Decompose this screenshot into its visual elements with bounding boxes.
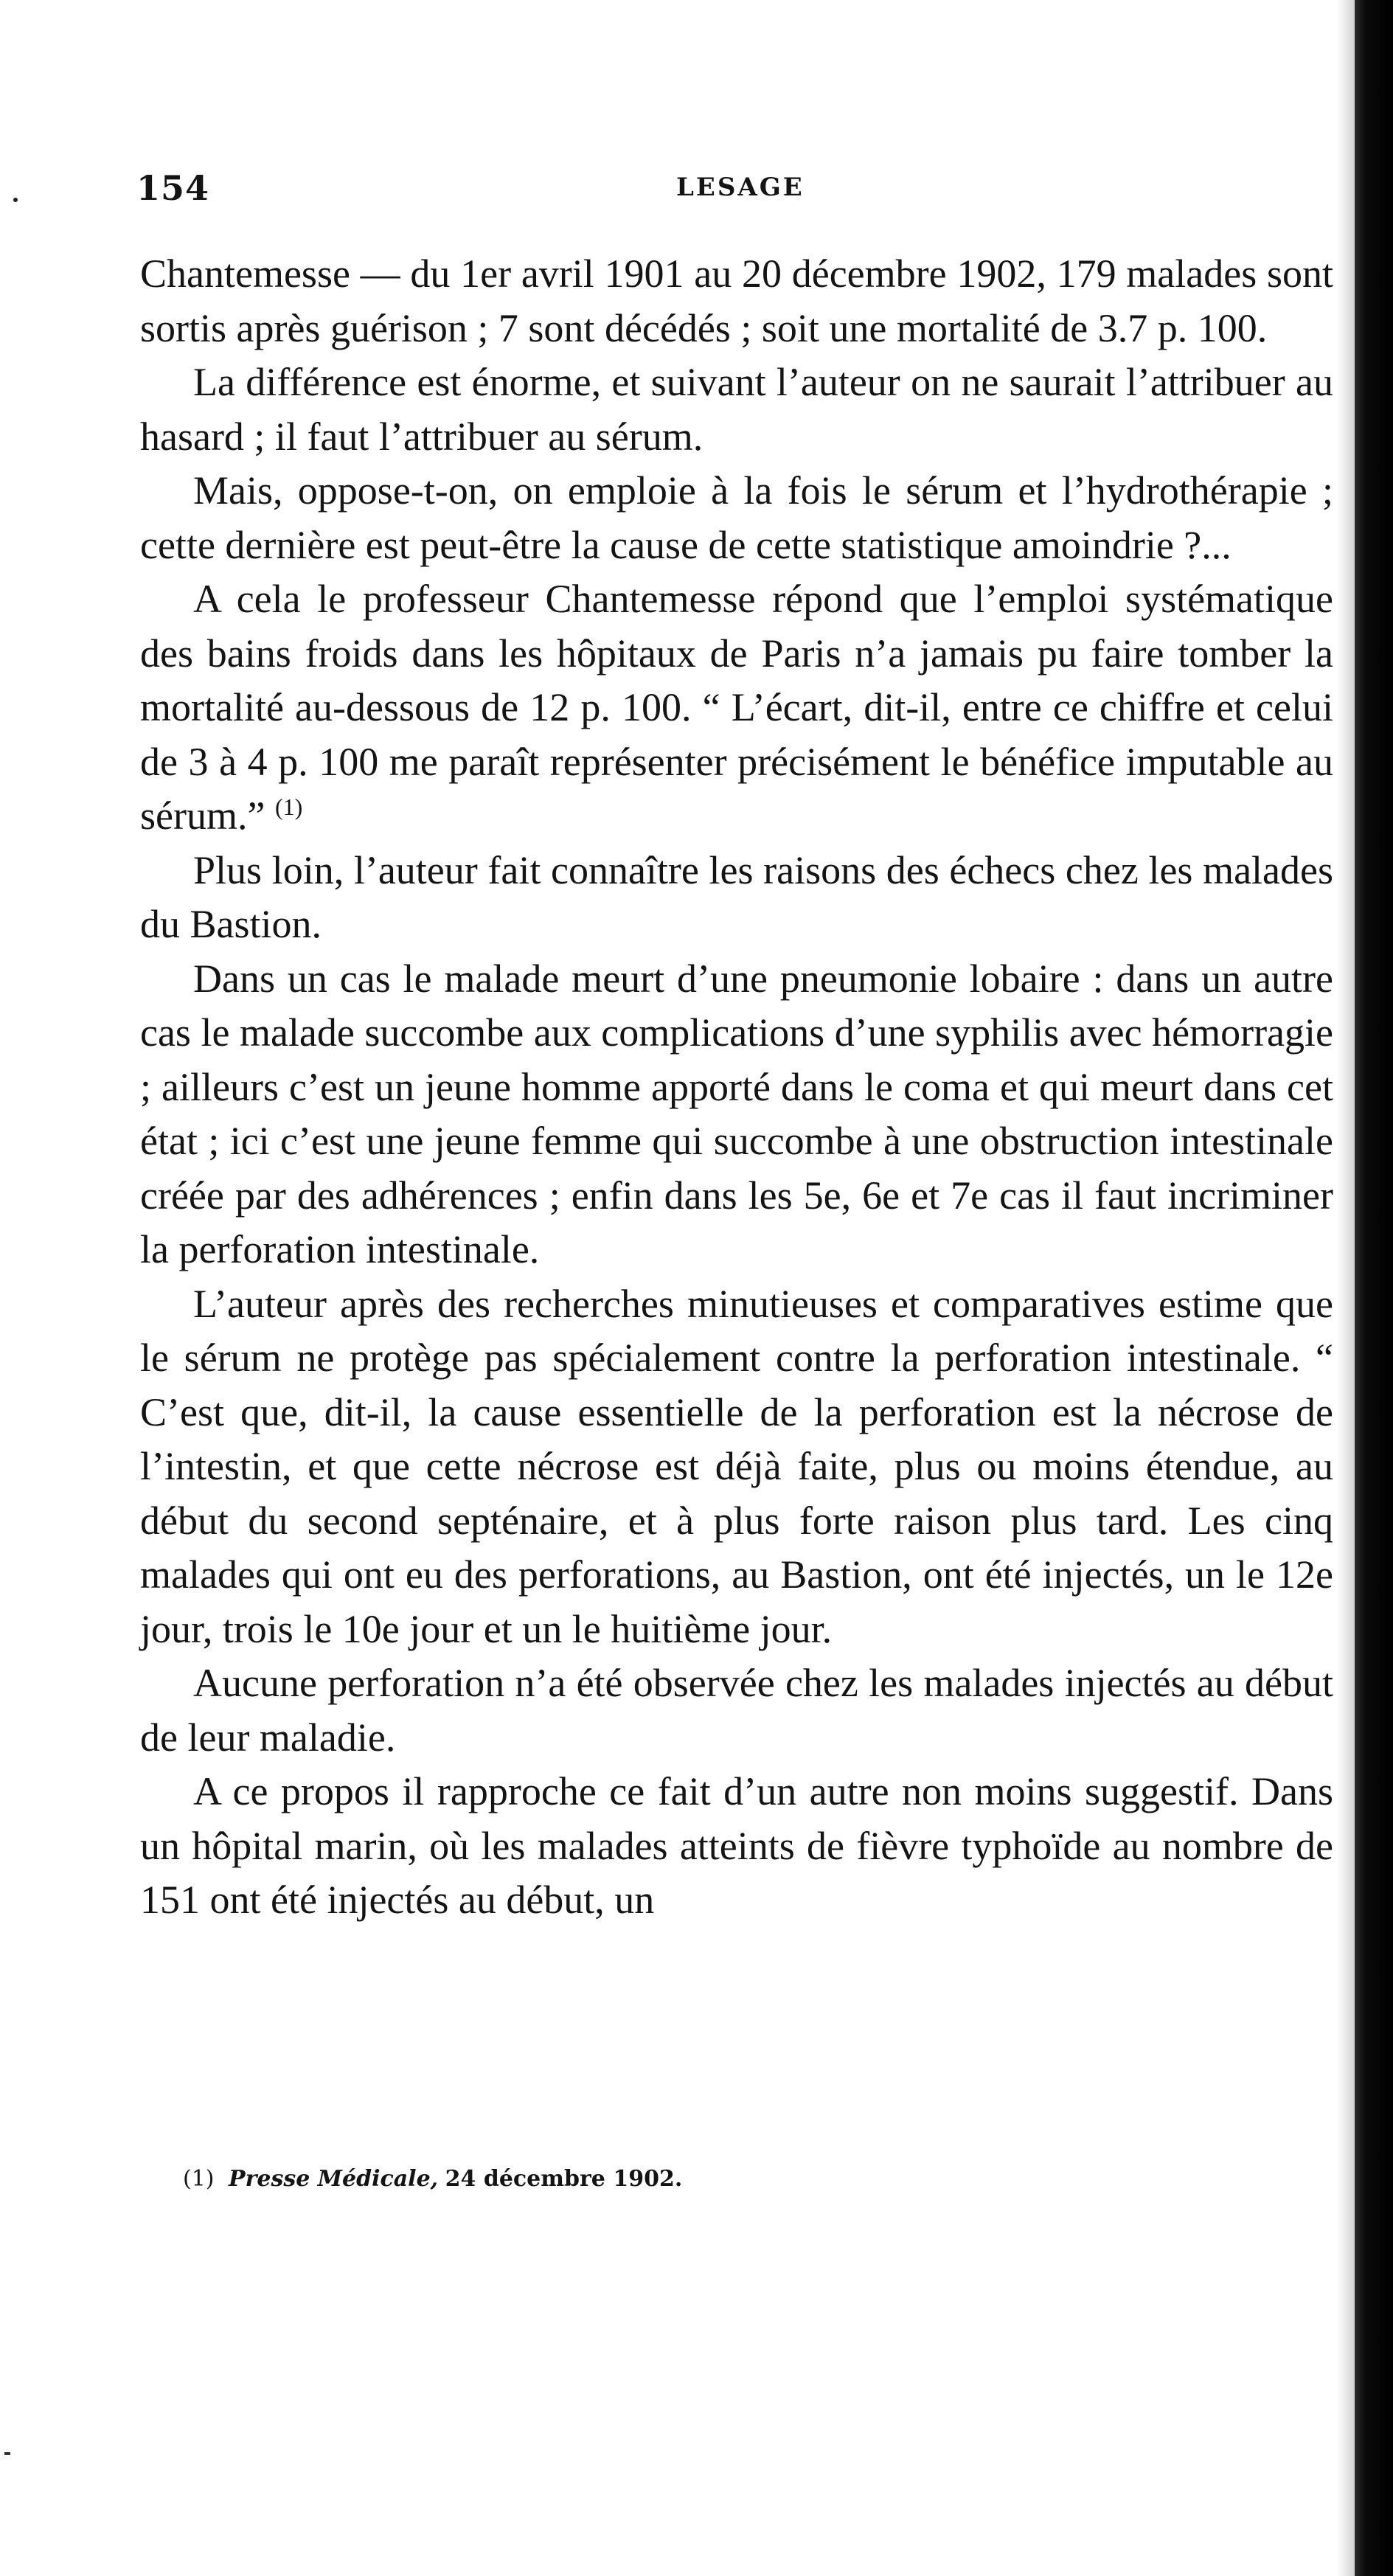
footnote-source: Presse Médicale, xyxy=(229,2166,439,2192)
paragraph-text: Mais, oppose-t-on, on emploie à la fois le sérum et l’hydrothérapie ; cette dernière est peut-être la cause de cette statistique amoindrie ?... xyxy=(140,468,1333,567)
paragraph xyxy=(140,1765,1333,1928)
paragraph-text: Plus loin, l’auteur fait connaître les raisons des échecs chez les malades du Bastion. xyxy=(140,847,1333,946)
paragraph-text: Chantemesse — du 1er avril 1901 au 20 décembre 1902, 179 malades sont sortis après guérison ; 7 sont décédés ; soit une mortalité de 3.7 p. 100. xyxy=(140,251,1333,350)
scan-speck xyxy=(4,2452,10,2455)
footnote xyxy=(183,2164,1289,2194)
paragraph xyxy=(140,355,1333,464)
footnote-date: 24 décembre 1902. xyxy=(445,2166,683,2192)
paragraph xyxy=(140,1656,1333,1765)
paragraph-text: Aucune perforation n’a été observée chez les malades injectés au début de leur maladie. xyxy=(140,1661,1333,1760)
binding-shadow xyxy=(1337,0,1355,2576)
page-number: 154 xyxy=(136,168,210,208)
footnote-marker: (1) xyxy=(183,2166,215,2192)
footnote-reference: (1) xyxy=(274,794,303,820)
paragraph-text: L’auteur après des recherches minutieuses et comparatives estime que le sérum ne protège pas spécialement contre la perforation intestinale. “ C’est que, dit-il, la cause essentielle de la perforation est la nécrose de l’intestin, et que cette nécrose est déjà faite, plus ou moins étendue, au début du second septénaire, et à plus forte raison plus tard. Les cinq malades qui ont eu des perforations, au Bastion, ont été injectés, un le 12e jour, trois le 10e jour et un le huitième jour. xyxy=(140,1281,1333,1651)
page-header xyxy=(136,168,1331,212)
paragraph xyxy=(140,247,1333,355)
paragraph xyxy=(140,952,1333,1277)
body-text xyxy=(140,247,1333,1928)
running-head: LESAGE xyxy=(676,173,805,202)
scan-speck xyxy=(13,198,18,202)
paragraph xyxy=(140,464,1333,572)
paragraph xyxy=(140,572,1333,844)
paragraph-text: Dans un cas le malade meurt d’une pneumonie lobaire : dans un autre cas le malade succombe aux complications d’une syphilis avec hémorragie ; ailleurs c’est un jeune homme apporté dans le coma et qui meurt dans cet état ; ici c’est une jeune femme qui succombe à une obstruction intestinale créée par des adhérences ; enfin dans les 5e, 6e et 7e cas il faut incriminer la perforation intestinale. xyxy=(140,956,1333,1271)
paragraph xyxy=(140,844,1333,952)
paragraph-text: La différence est énorme, et suivant l’auteur on ne saurait l’attribuer au hasard ; il faut l’attribuer au sérum. xyxy=(140,360,1333,459)
paragraph-text: A cela le professeur Chantemesse répond que l’emploi systématique des bains froids dans les hôpitaux de Paris n’a jamais pu faire tomber la mortalité au-dessous de 12 p. 100. “ L’écart, dit-il, entre ce chiffre et celui de 3 à 4 p. 100 me paraît représenter précisément le bénéfice imputable au sérum.” xyxy=(140,577,1333,838)
paragraph xyxy=(140,1277,1333,1657)
binding-edge xyxy=(1355,0,1393,2576)
paragraph-text: A ce propos il rapproche ce fait d’un autre non moins suggestif. Dans un hôpital marin, où les malades atteints de fièvre typhoïde au nombre de 151 ont été injectés au début, un xyxy=(140,1769,1333,1922)
